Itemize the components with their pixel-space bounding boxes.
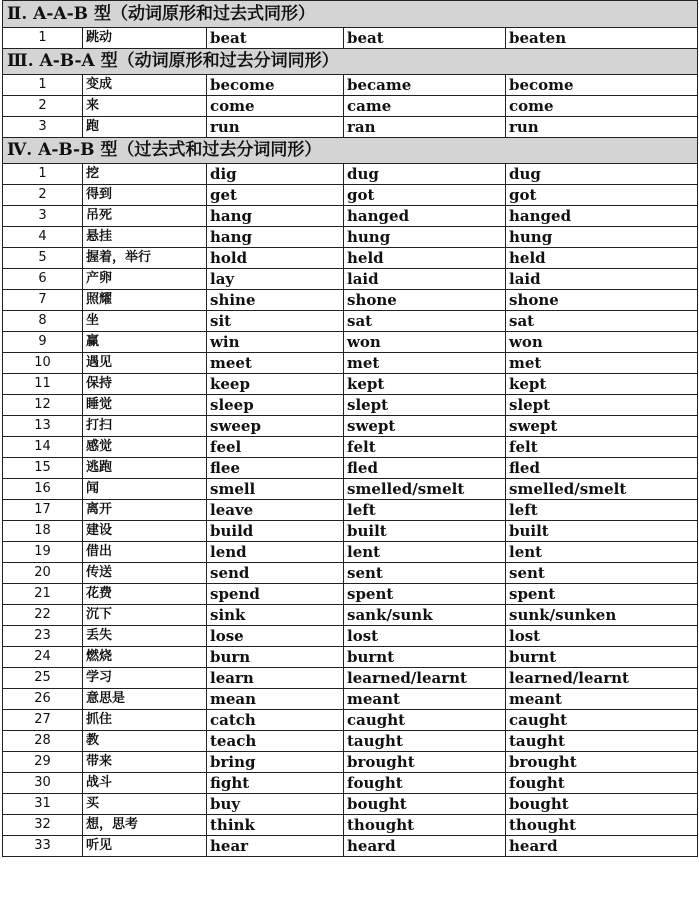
base-form: sleep <box>207 395 344 416</box>
base-form: mean <box>207 689 344 710</box>
past-participle: heard <box>506 836 698 857</box>
past-tense: thought <box>344 815 506 836</box>
past-participle: beaten <box>506 28 698 49</box>
past-participle: taught <box>506 731 698 752</box>
row-number: 2 <box>3 96 83 117</box>
row-number: 13 <box>3 416 83 437</box>
base-form: build <box>207 521 344 542</box>
past-tense: shone <box>344 290 506 311</box>
table-row <box>3 542 698 563</box>
past-tense: fled <box>344 458 506 479</box>
past-tense: held <box>344 248 506 269</box>
table-row <box>3 227 698 248</box>
base-form: buy <box>207 794 344 815</box>
row-number: 7 <box>3 290 83 311</box>
chinese-meaning: 逃跑 <box>83 458 207 479</box>
past-tense: sat <box>344 311 506 332</box>
past-participle: sent <box>506 563 698 584</box>
row-number: 21 <box>3 584 83 605</box>
row-number: 24 <box>3 647 83 668</box>
past-tense: burnt <box>344 647 506 668</box>
table-row <box>3 269 698 290</box>
past-participle: felt <box>506 437 698 458</box>
past-participle: run <box>506 117 698 138</box>
row-number: 5 <box>3 248 83 269</box>
past-participle: laid <box>506 269 698 290</box>
row-number: 11 <box>3 374 83 395</box>
row-number: 29 <box>3 752 83 773</box>
base-form: hear <box>207 836 344 857</box>
chinese-meaning: 跳动 <box>83 28 207 49</box>
base-form: lend <box>207 542 344 563</box>
past-participle: burnt <box>506 647 698 668</box>
row-number: 17 <box>3 500 83 521</box>
chinese-meaning: 借出 <box>83 542 207 563</box>
table-row <box>3 794 698 815</box>
base-form: think <box>207 815 344 836</box>
chinese-meaning: 变成 <box>83 75 207 96</box>
row-number: 20 <box>3 563 83 584</box>
base-form: leave <box>207 500 344 521</box>
irregular-verb-table <box>2 0 698 857</box>
past-participle: held <box>506 248 698 269</box>
chinese-meaning: 花费 <box>83 584 207 605</box>
past-participle: meant <box>506 689 698 710</box>
table-row <box>3 416 698 437</box>
past-participle: smelled/smelt <box>506 479 698 500</box>
chinese-meaning: 睡觉 <box>83 395 207 416</box>
past-participle: left <box>506 500 698 521</box>
base-form: hang <box>207 227 344 248</box>
past-participle: shone <box>506 290 698 311</box>
past-tense: laid <box>344 269 506 290</box>
row-number: 33 <box>3 836 83 857</box>
past-tense: kept <box>344 374 506 395</box>
past-tense: met <box>344 353 506 374</box>
table-row <box>3 815 698 836</box>
table-row <box>3 731 698 752</box>
past-participle: swept <box>506 416 698 437</box>
table-row <box>3 752 698 773</box>
table-row <box>3 96 698 117</box>
table-row <box>3 626 698 647</box>
table-row <box>3 437 698 458</box>
chinese-meaning: 赢 <box>83 332 207 353</box>
past-tense: swept <box>344 416 506 437</box>
base-form: shine <box>207 290 344 311</box>
past-tense: lent <box>344 542 506 563</box>
base-form: bring <box>207 752 344 773</box>
table-row <box>3 332 698 353</box>
row-number: 25 <box>3 668 83 689</box>
row-number: 32 <box>3 815 83 836</box>
row-number: 23 <box>3 626 83 647</box>
table-row <box>3 479 698 500</box>
past-tense: built <box>344 521 506 542</box>
chinese-meaning: 遇见 <box>83 353 207 374</box>
table-row <box>3 311 698 332</box>
past-tense: came <box>344 96 506 117</box>
past-participle: learned/learnt <box>506 668 698 689</box>
past-participle: lent <box>506 542 698 563</box>
row-number: 3 <box>3 206 83 227</box>
base-form: lay <box>207 269 344 290</box>
chinese-meaning: 悬挂 <box>83 227 207 248</box>
base-form: meet <box>207 353 344 374</box>
verb-table-body <box>3 1 698 857</box>
past-participle: fought <box>506 773 698 794</box>
base-form: flee <box>207 458 344 479</box>
chinese-meaning: 来 <box>83 96 207 117</box>
past-participle: got <box>506 185 698 206</box>
past-tense: spent <box>344 584 506 605</box>
chinese-meaning: 产卵 <box>83 269 207 290</box>
past-tense: hung <box>344 227 506 248</box>
chinese-meaning: 买 <box>83 794 207 815</box>
row-number: 18 <box>3 521 83 542</box>
past-tense: smelled/smelt <box>344 479 506 500</box>
table-row <box>3 563 698 584</box>
row-number: 4 <box>3 227 83 248</box>
chinese-meaning: 离开 <box>83 500 207 521</box>
past-participle: brought <box>506 752 698 773</box>
table-row <box>3 206 698 227</box>
table-row <box>3 773 698 794</box>
row-number: 30 <box>3 773 83 794</box>
past-tense: bought <box>344 794 506 815</box>
chinese-meaning: 打扫 <box>83 416 207 437</box>
past-participle: kept <box>506 374 698 395</box>
past-participle: caught <box>506 710 698 731</box>
past-participle: hanged <box>506 206 698 227</box>
verb-table-page <box>2 0 697 857</box>
past-participle: become <box>506 75 698 96</box>
past-participle: fled <box>506 458 698 479</box>
base-form: burn <box>207 647 344 668</box>
past-tense: beat <box>344 28 506 49</box>
table-row <box>3 164 698 185</box>
past-participle: slept <box>506 395 698 416</box>
past-participle: sunk/sunken <box>506 605 698 626</box>
base-form: hang <box>207 206 344 227</box>
row-number: 27 <box>3 710 83 731</box>
chinese-meaning: 传送 <box>83 563 207 584</box>
section-title: Ⅱ. A-A-B 型（动词原形和过去式同形） <box>3 1 698 28</box>
section-header-row <box>3 49 698 75</box>
chinese-meaning: 跑 <box>83 117 207 138</box>
section-title: Ⅳ. A-B-B 型（过去式和过去分词同形） <box>3 138 698 164</box>
table-row <box>3 117 698 138</box>
chinese-meaning: 挖 <box>83 164 207 185</box>
table-row <box>3 374 698 395</box>
chinese-meaning: 握着，举行 <box>83 248 207 269</box>
base-form: get <box>207 185 344 206</box>
row-number: 8 <box>3 311 83 332</box>
past-tense: taught <box>344 731 506 752</box>
row-number: 15 <box>3 458 83 479</box>
past-tense: sent <box>344 563 506 584</box>
base-form: keep <box>207 374 344 395</box>
chinese-meaning: 坐 <box>83 311 207 332</box>
chinese-meaning: 教 <box>83 731 207 752</box>
past-tense: learned/learnt <box>344 668 506 689</box>
base-form: become <box>207 75 344 96</box>
base-form: come <box>207 96 344 117</box>
base-form: hold <box>207 248 344 269</box>
base-form: lose <box>207 626 344 647</box>
past-tense: caught <box>344 710 506 731</box>
chinese-meaning: 建设 <box>83 521 207 542</box>
base-form: sweep <box>207 416 344 437</box>
table-row <box>3 248 698 269</box>
chinese-meaning: 燃烧 <box>83 647 207 668</box>
past-tense: dug <box>344 164 506 185</box>
row-number: 26 <box>3 689 83 710</box>
chinese-meaning: 得到 <box>83 185 207 206</box>
past-participle: built <box>506 521 698 542</box>
row-number: 1 <box>3 164 83 185</box>
section-header-row <box>3 138 698 164</box>
chinese-meaning: 闻 <box>83 479 207 500</box>
row-number: 3 <box>3 117 83 138</box>
past-tense: won <box>344 332 506 353</box>
base-form: beat <box>207 28 344 49</box>
base-form: spend <box>207 584 344 605</box>
base-form: smell <box>207 479 344 500</box>
chinese-meaning: 照耀 <box>83 290 207 311</box>
past-tense: fought <box>344 773 506 794</box>
past-tense: felt <box>344 437 506 458</box>
chinese-meaning: 听见 <box>83 836 207 857</box>
chinese-meaning: 感觉 <box>83 437 207 458</box>
table-row <box>3 836 698 857</box>
base-form: teach <box>207 731 344 752</box>
table-row <box>3 668 698 689</box>
past-tense: slept <box>344 395 506 416</box>
base-form: feel <box>207 437 344 458</box>
table-row <box>3 689 698 710</box>
past-tense: heard <box>344 836 506 857</box>
chinese-meaning: 丢失 <box>83 626 207 647</box>
past-tense: lost <box>344 626 506 647</box>
row-number: 9 <box>3 332 83 353</box>
chinese-meaning: 保持 <box>83 374 207 395</box>
row-number: 10 <box>3 353 83 374</box>
past-participle: come <box>506 96 698 117</box>
chinese-meaning: 吊死 <box>83 206 207 227</box>
past-participle: bought <box>506 794 698 815</box>
past-tense: sank/sunk <box>344 605 506 626</box>
row-number: 12 <box>3 395 83 416</box>
table-row <box>3 458 698 479</box>
past-participle: dug <box>506 164 698 185</box>
past-tense: meant <box>344 689 506 710</box>
table-row <box>3 647 698 668</box>
table-row <box>3 290 698 311</box>
chinese-meaning: 想，思考 <box>83 815 207 836</box>
past-participle: spent <box>506 584 698 605</box>
chinese-meaning: 抓住 <box>83 710 207 731</box>
table-row <box>3 584 698 605</box>
row-number: 1 <box>3 28 83 49</box>
base-form: sit <box>207 311 344 332</box>
row-number: 2 <box>3 185 83 206</box>
table-row <box>3 28 698 49</box>
past-tense: brought <box>344 752 506 773</box>
base-form: fight <box>207 773 344 794</box>
table-row <box>3 353 698 374</box>
base-form: catch <box>207 710 344 731</box>
past-tense: got <box>344 185 506 206</box>
row-number: 19 <box>3 542 83 563</box>
base-form: learn <box>207 668 344 689</box>
section-header-row <box>3 1 698 28</box>
past-participle: thought <box>506 815 698 836</box>
base-form: run <box>207 117 344 138</box>
past-tense: became <box>344 75 506 96</box>
base-form: dig <box>207 164 344 185</box>
table-row <box>3 185 698 206</box>
past-participle: lost <box>506 626 698 647</box>
row-number: 28 <box>3 731 83 752</box>
past-tense: ran <box>344 117 506 138</box>
past-tense: hanged <box>344 206 506 227</box>
row-number: 31 <box>3 794 83 815</box>
row-number: 6 <box>3 269 83 290</box>
table-row <box>3 500 698 521</box>
past-tense: left <box>344 500 506 521</box>
base-form: send <box>207 563 344 584</box>
chinese-meaning: 沉下 <box>83 605 207 626</box>
row-number: 14 <box>3 437 83 458</box>
table-row <box>3 75 698 96</box>
chinese-meaning: 意思是 <box>83 689 207 710</box>
table-row <box>3 710 698 731</box>
base-form: win <box>207 332 344 353</box>
chinese-meaning: 战斗 <box>83 773 207 794</box>
section-title: Ⅲ. A-B-A 型（动词原形和过去分词同形） <box>3 49 698 75</box>
row-number: 16 <box>3 479 83 500</box>
chinese-meaning: 学习 <box>83 668 207 689</box>
table-row <box>3 521 698 542</box>
row-number: 22 <box>3 605 83 626</box>
past-participle: won <box>506 332 698 353</box>
table-row <box>3 395 698 416</box>
table-row <box>3 605 698 626</box>
row-number: 1 <box>3 75 83 96</box>
past-participle: sat <box>506 311 698 332</box>
past-participle: hung <box>506 227 698 248</box>
chinese-meaning: 带来 <box>83 752 207 773</box>
past-participle: met <box>506 353 698 374</box>
base-form: sink <box>207 605 344 626</box>
